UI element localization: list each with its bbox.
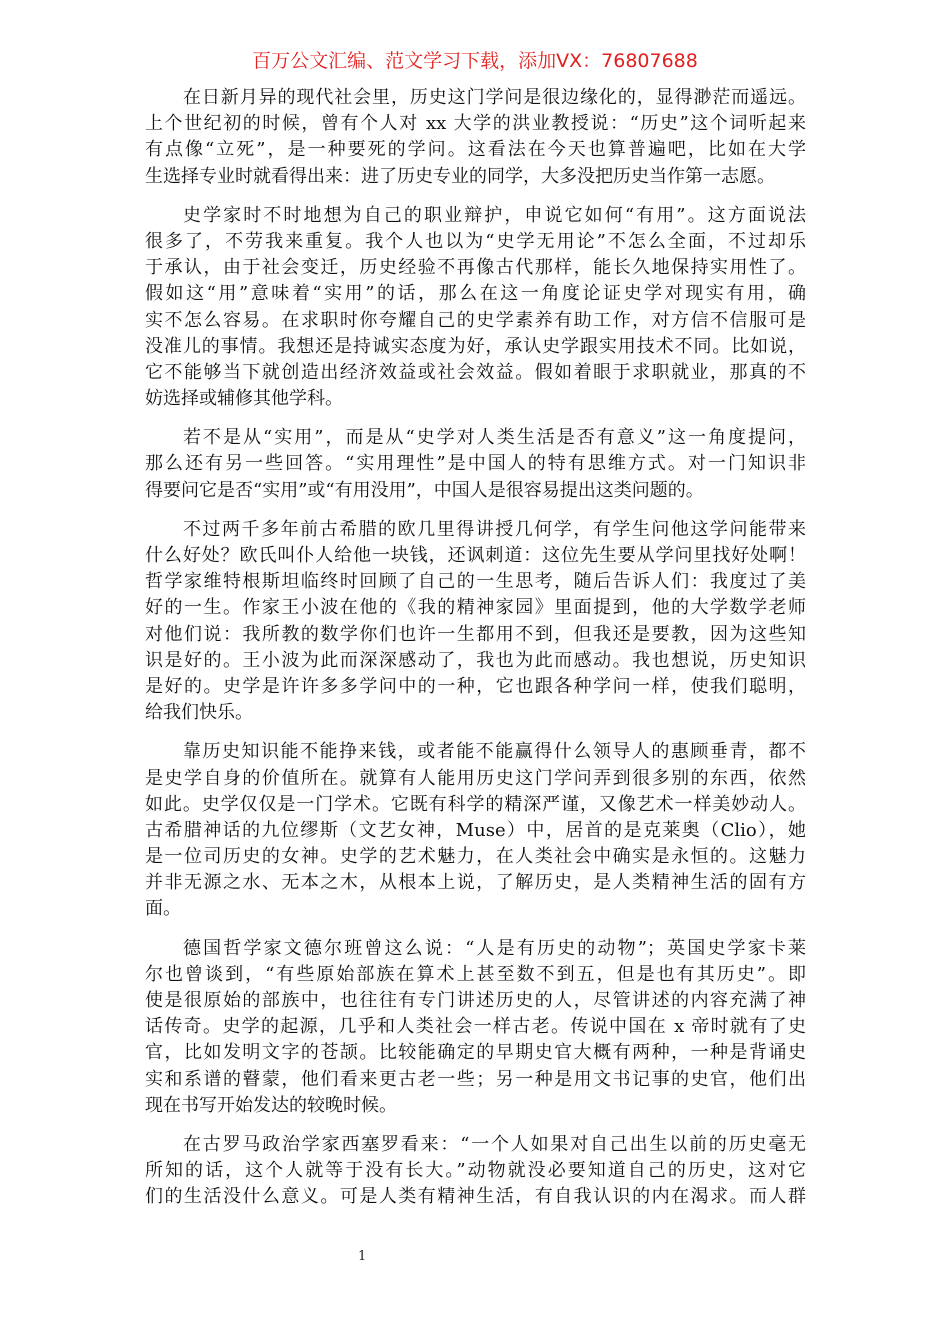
text-line: 是一位司历史的女神。史学的艺术魅力，在人类社会中确实是永恒的。这魅力 xyxy=(145,846,806,868)
page-number: 1 xyxy=(358,1249,367,1264)
text-line: 于承认，由于社会变迁，历史经验不再像古代那样，能长久地保持实用性了。 xyxy=(145,257,806,279)
text-line: 什么好处？欧氏叫仆人给他一块钱，还讽刺道：这位先生要从学问里找好处啊！ xyxy=(145,545,806,566)
paragraph xyxy=(145,1132,806,1211)
text-line: 得要问它是否“实用”或“有用没用”，中国人是很容易提出这类问题的。 xyxy=(145,479,704,501)
text-line: 实不怎么容易。在求职时你夸耀自己的史学素养有助工作，对方信不信服可是 xyxy=(145,309,806,331)
text-line: 妨选择或辅修其他学科。 xyxy=(145,388,343,410)
text-line: 并非无源之水、无本之木，从根本上说，了解历史，是人类精神生活的固有方 xyxy=(145,872,806,894)
watermark-banner: 百万公文汇编、范文学习下载，添加VX：76807688 xyxy=(252,50,698,72)
paragraph xyxy=(145,517,806,727)
text-line: 实和系谱的瞽蒙，他们看来更古老一些；另一种是用文书记事的史官，他们出 xyxy=(145,1068,806,1090)
text-line: 不过两千多年前古希腊的欧几里得讲授几何学，有学生问他这学问能带来 xyxy=(183,518,806,540)
text-line: 若不是从“实用”，而是从“史学对人类生活是否有意义”这一角度提问， xyxy=(183,427,806,449)
paragraph xyxy=(145,85,806,190)
document-body xyxy=(145,85,806,1224)
text-line: 给我们快乐。 xyxy=(145,702,253,724)
paragraph xyxy=(145,203,806,413)
text-line: 那么还有另一些回答。“实用理性”是中国人的特有思维方式。对一门知识非 xyxy=(145,453,806,475)
text-line: 好的一生。作家王小波在他的《我的精神家园》里面提到，他的大学数学老师 xyxy=(145,597,806,619)
text-line: 如此。史学仅仅是一门学术。它既有科学的精深严谨，又像艺术一样美妙动人。 xyxy=(145,793,806,815)
text-line: 对他们说：我所教的数学你们也许一生都用不到，但我还是要教，因为这些知 xyxy=(145,623,806,645)
text-line: 现在书写开始发达的较晚时候。 xyxy=(145,1094,397,1116)
text-line: 生选择专业时就看得出来：进了历史专业的同学，大多没把历史当作第一志愿。 xyxy=(145,165,775,187)
text-line: 官，比如发明文字的苍颉。比较能确定的早期史官大概有两种，一种是背诵史 xyxy=(145,1042,806,1064)
text-line: 在古罗马政治学家西塞罗看来：“一个人如果对自己出生以前的历史毫无 xyxy=(183,1133,806,1155)
text-line: 们的生活没什么意义。可是人类有精神生活，有自我认识的内在渴求。而人群 xyxy=(145,1186,806,1208)
text-line: 识是好的。王小波为此而深深感动了，我也为此而感动。我也想说，历史知识 xyxy=(145,649,806,671)
text-line: 话传奇。史学的起源，几乎和人类社会一样古老。传说中国在 x 帝时就有了史 xyxy=(145,1016,806,1038)
text-line: 靠历史知识能不能挣来钱，或者能不能赢得什么领导人的惠顾垂青，都不 xyxy=(183,741,806,763)
text-line: 使是很原始的部族中，也往往有专门讲述历史的人，尽管讲述的内容充满了神 xyxy=(145,990,806,1011)
text-line: 面。 xyxy=(145,898,181,920)
text-line: 尔也曾谈到，“有些原始部族在算术上甚至数不到五，但是也有其历史”。即 xyxy=(145,963,806,985)
text-line: 没准儿的事情。我想还是持诚实态度为好，承认史学跟实用技术不同。比如说， xyxy=(145,335,806,357)
paragraph xyxy=(145,425,806,504)
text-line: 它不能够当下就创造出经济效益或社会效益。假如着眼于求职就业，那真的不 xyxy=(145,361,806,383)
text-line: 德国哲学家文德尔班曾这么说：“人是有历史的动物”；英国史学家卡莱 xyxy=(183,937,806,959)
text-line: 有点像“立死”，是一种要死的学问。这看法在今天也算普遍吧，比如在大学 xyxy=(145,139,806,161)
text-line: 史学家时不时地想为自己的职业辩护，申说它如何“有用”。这方面说法 xyxy=(183,204,806,226)
text-line: 很多了，不劳我来重复。我个人也以为“史学无用论”不怎么全面，不过却乐 xyxy=(145,230,806,252)
text-line: 古希腊神话的九位缪斯（文艺女神，Muse）中，居首的是克莱奥（Clio），她 xyxy=(145,819,806,841)
text-line: 上个世纪初的时候，曾有个人对 xx 大学的洪业教授说：“历史”这个词听起来 xyxy=(145,113,806,135)
paragraph xyxy=(145,936,806,1119)
text-line: 所知的话，这个人就等于没有长大。”动物就没必要知道自己的历史，这对它 xyxy=(145,1160,806,1182)
text-line: 哲学家维特根斯坦临终时回顾了自己的一生思考，随后告诉人们：我度过了美 xyxy=(145,571,806,593)
text-line: 在日新月异的现代社会里，历史这门学问是很边缘化的，显得渺茫而遥远。 xyxy=(183,87,806,108)
text-line: 是好的。史学是许许多多学问中的一种，它也跟各种学问一样，使我们聪明， xyxy=(145,675,806,697)
paragraph xyxy=(145,739,806,922)
text-line: 假如这“用”意味着“实用”的话，那么在这一角度论证史学对现实有用，确 xyxy=(145,283,806,305)
text-line: 是史学自身的价值所在。就算有人能用历史这门学问弄到很多别的东西，依然 xyxy=(145,767,806,789)
